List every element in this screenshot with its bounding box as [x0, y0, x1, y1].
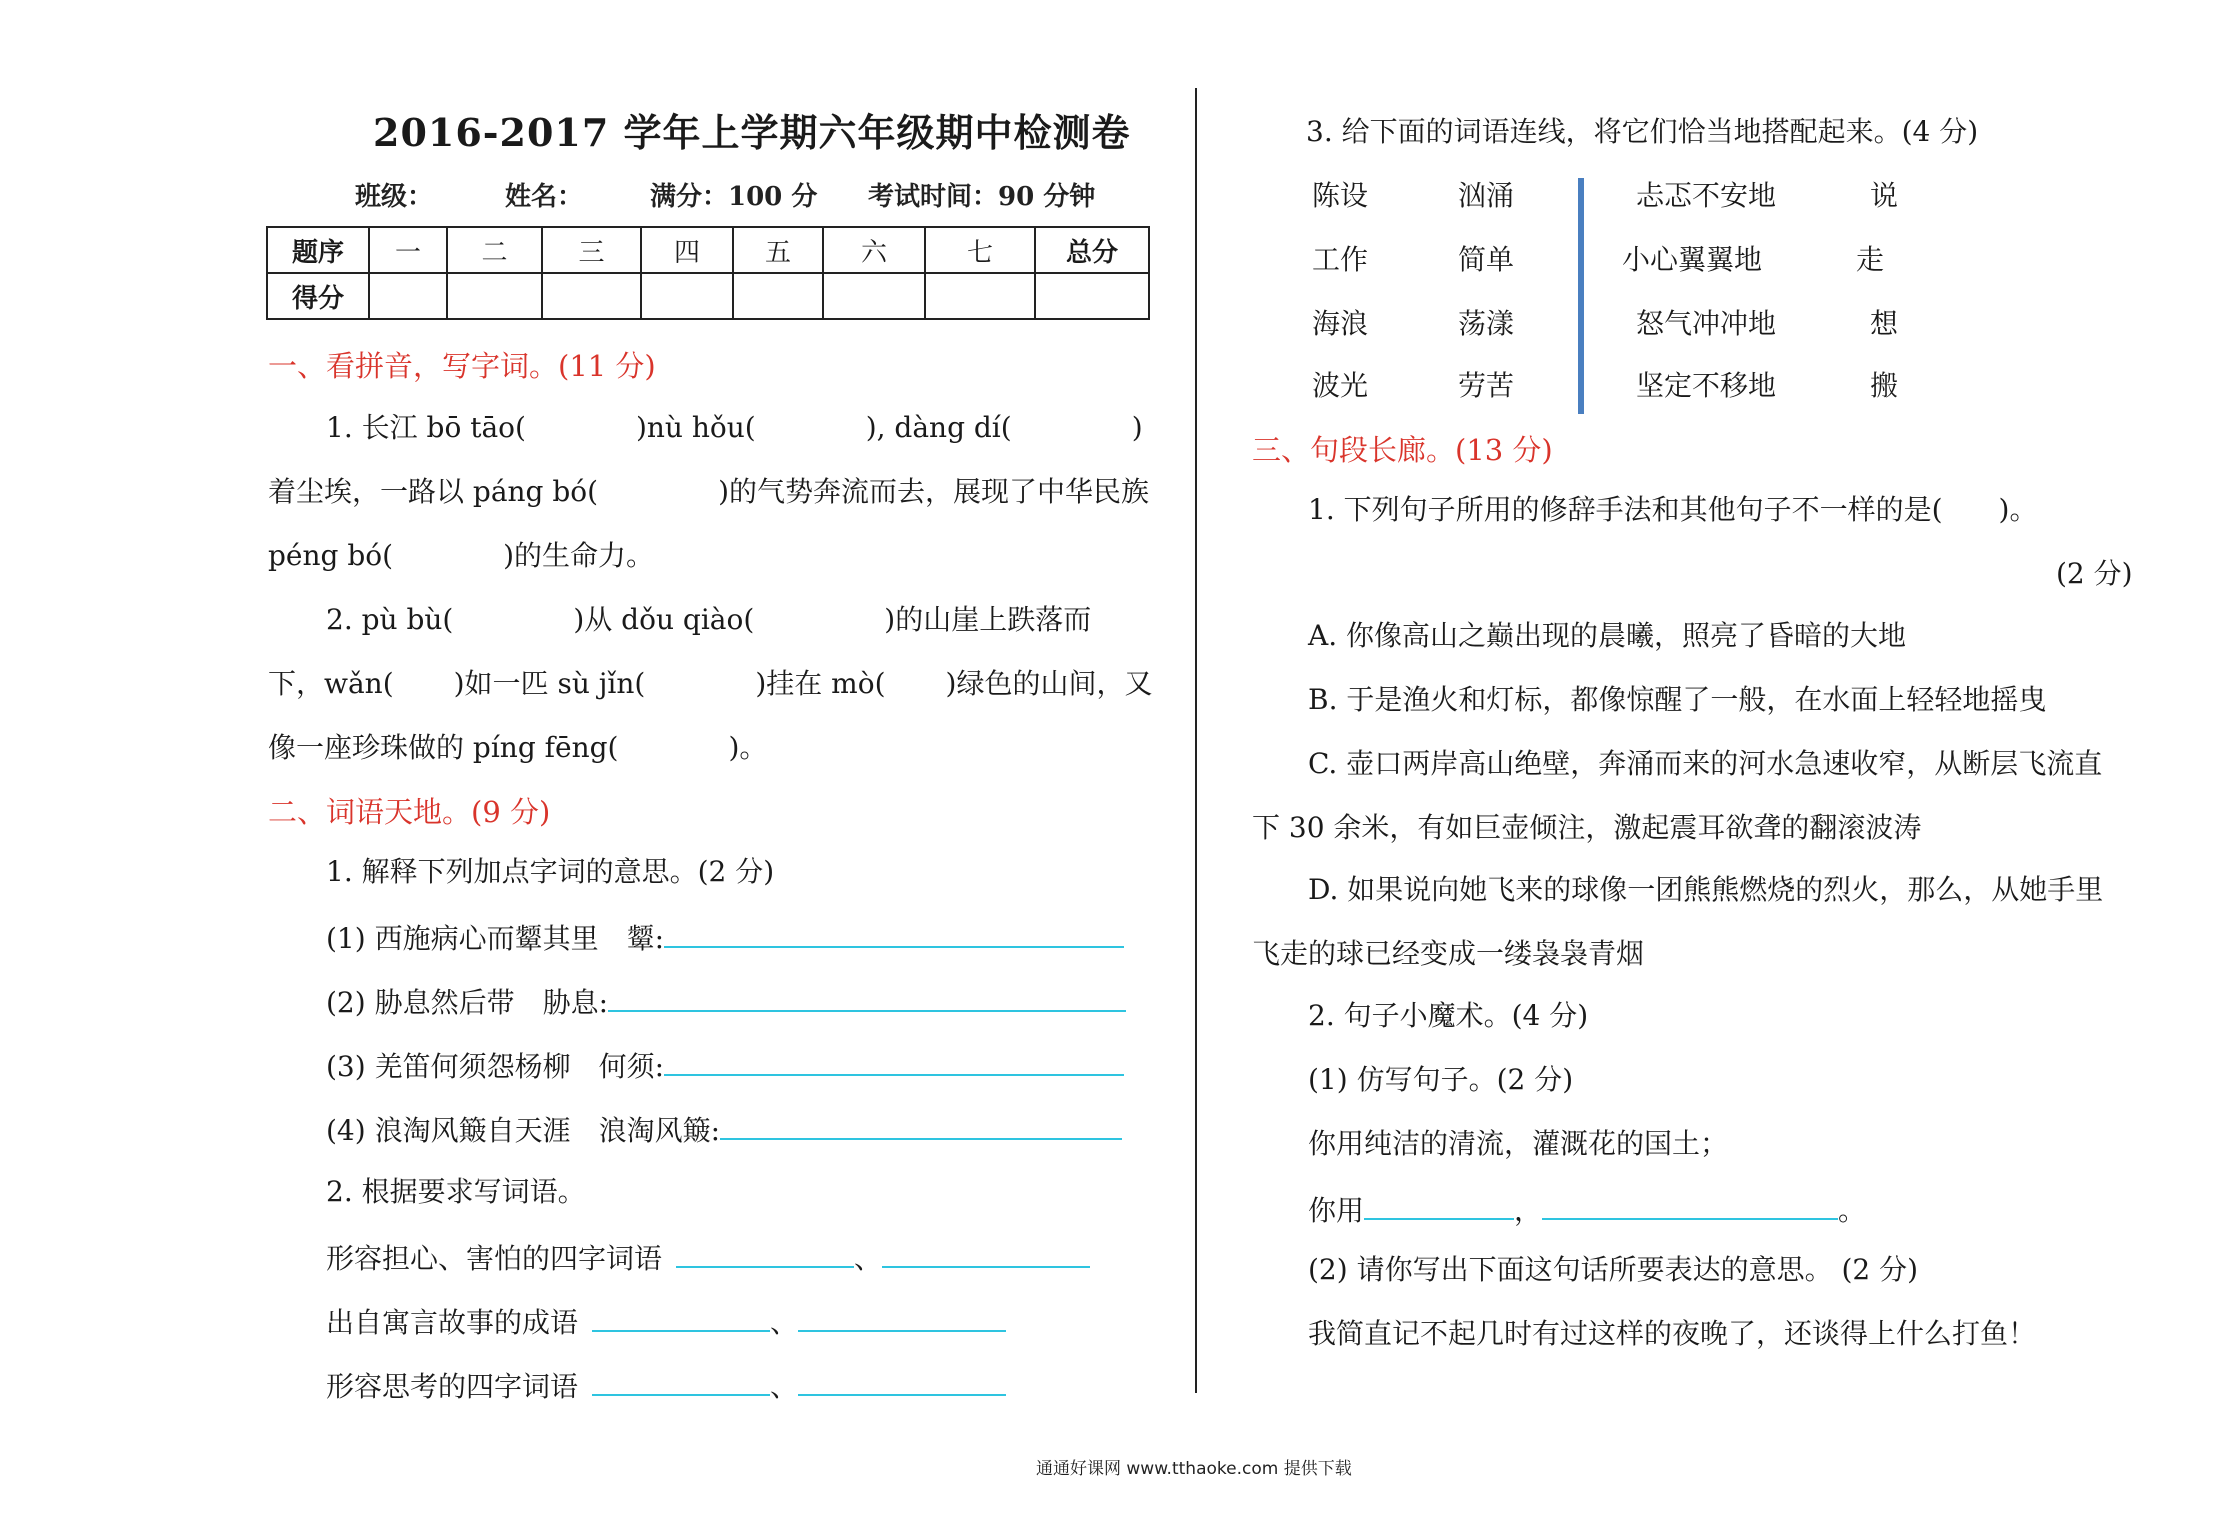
header-cell: 七 — [925, 227, 1035, 273]
s3-option-d-line2: 飞走的球已经变成一缕袅袅青烟 — [1252, 937, 1645, 970]
s2-item-1: (1) 西施病心而颦其里 颦: — [326, 916, 1124, 959]
answer-line[interactable] — [1364, 1188, 1514, 1220]
s2-q1: 1. 解释下列加点字词的意思。(2 分) — [326, 855, 775, 888]
s2-item-2: (2) 胁息然后带 胁息: — [326, 980, 1126, 1023]
s2-q2: 2. 根据要求写词语。 — [326, 1175, 586, 1208]
row-label: 得分 — [267, 273, 369, 319]
s2-req-1: 形容担心、害怕的四字词语 、 — [326, 1236, 1090, 1279]
match-left1-3: 波光 — [1312, 369, 1369, 402]
header-cell: 总分 — [1035, 227, 1149, 273]
score-cell — [369, 273, 447, 319]
answer-line[interactable] — [798, 1300, 1006, 1332]
match-left2-3: 劳苦 — [1458, 369, 1515, 402]
answer-line[interactable] — [608, 980, 1126, 1012]
name-label: 姓名： — [505, 182, 584, 212]
header-cell: 二 — [447, 227, 542, 273]
match-left2-0: 汹涌 — [1458, 179, 1515, 212]
s3-q2: 2. 句子小魔术。(4 分) — [1308, 999, 1589, 1032]
score-cell — [447, 273, 542, 319]
full-score: 满分：100 分 — [650, 182, 818, 212]
s1-line2: 着尘埃，一路以 páng bó( )的气势奔流而去，展现了中华民族 — [268, 475, 1150, 508]
header-cell: 三 — [542, 227, 641, 273]
section3-heading: 三、句段长廊。(13 分) — [1252, 433, 1553, 467]
footer-credit: 通通好课网 www.tthaoke.com 提供下载 — [1036, 1459, 1352, 1479]
page-title: 2016-2017 学年上学期六年级期中检测卷 — [373, 110, 1131, 155]
answer-line[interactable] — [592, 1364, 770, 1396]
answer-line[interactable] — [664, 916, 1124, 948]
header-cell: 四 — [641, 227, 733, 273]
match-separator-bar — [1578, 178, 1584, 414]
s3-option-a: A. 你像高山之巅出现的晨曦，照亮了昏暗的大地 — [1308, 619, 1907, 652]
s3-q1: 1. 下列句子所用的修辞手法和其他句子不一样的是( )。 — [1308, 493, 2038, 526]
answer-line[interactable] — [1542, 1188, 1838, 1220]
match-left2-2: 荡漾 — [1458, 307, 1515, 340]
exam-time: 考试时间：90 分钟 — [868, 182, 1096, 212]
s3-option-c-line1: C. 壶口两岸高山绝壁，奔涌而来的河水急速收窄，从断层飞流直 — [1308, 747, 2103, 780]
s1-line3: péng bó( )的生命力。 — [268, 539, 654, 572]
score-cell — [641, 273, 733, 319]
s2-q3-heading: 3. 给下面的词语连线，将它们恰当地搭配起来。(4 分) — [1306, 115, 1979, 148]
s3-option-c-line2: 下 30 余米，有如巨壶倾注，激起震耳欲聋的翻滚波涛 — [1252, 811, 1922, 844]
match-right1-1: 小心翼翼地 — [1622, 243, 1763, 276]
match-right1-3: 坚定不移地 — [1636, 369, 1777, 402]
answer-line[interactable] — [676, 1236, 854, 1268]
s2-item-4: (4) 浪淘风簸自天涯 浪淘风簸: — [326, 1108, 1122, 1151]
match-right1-2: 怒气冲冲地 — [1636, 307, 1777, 340]
s3-q1-score: (2 分) — [2056, 557, 2133, 590]
answer-line[interactable] — [882, 1236, 1090, 1268]
column-divider — [1195, 88, 1197, 1393]
s3-q2a-sentence: 你用纯洁的清流，灌溉花的国土； — [1308, 1127, 1729, 1160]
s1-line1: 1. 长江 bō tāo( )nù hǒu( ), dàng dí( ) — [326, 411, 1143, 444]
score-table-header-row — [267, 227, 1149, 273]
s1-line4: 2. pù bù( )从 dǒu qiào( )的山崖上跌落而 — [326, 603, 1092, 636]
s3-q2a: (1) 仿写句子。(2 分) — [1308, 1063, 1574, 1096]
score-cell — [733, 273, 823, 319]
match-right2-2: 想 — [1870, 307, 1899, 340]
answer-line[interactable] — [664, 1044, 1124, 1076]
header-cell: 一 — [369, 227, 447, 273]
answer-line[interactable] — [798, 1364, 1006, 1396]
match-left1-0: 陈设 — [1312, 179, 1369, 212]
header-cell: 六 — [823, 227, 925, 273]
section1-heading: 一、看拼音，写字词。(11 分) — [268, 349, 656, 383]
s3-option-b: B. 于是渔火和灯标，都像惊醒了一般，在水面上轻轻地摇曳 — [1308, 683, 2047, 716]
s3-q2b: (2) 请你写出下面这句话所要表达的意思。 (2 分) — [1308, 1253, 1919, 1286]
match-right2-0: 说 — [1870, 179, 1899, 212]
match-left2-1: 简单 — [1458, 243, 1515, 276]
score-cell — [925, 273, 1035, 319]
score-cell — [823, 273, 925, 319]
score-table — [266, 226, 1150, 320]
score-table-score-row — [267, 273, 1149, 319]
s3-q2b-sentence: 我简直记不起几时有过这样的夜晚了，还谈得上什么打鱼！ — [1308, 1317, 2037, 1350]
answer-line[interactable] — [720, 1108, 1122, 1140]
score-cell — [1035, 273, 1149, 319]
header-cell: 五 — [733, 227, 823, 273]
match-left1-1: 工作 — [1312, 243, 1369, 276]
s2-item-3: (3) 羌笛何须怨杨柳 何须: — [326, 1044, 1124, 1087]
match-right1-0: 忐忑不安地 — [1636, 179, 1777, 212]
class-label: 班级： — [355, 182, 434, 212]
s1-line5: 下，wǎn( )如一匹 sù jǐn( )挂在 mò( )绿色的山间，又 — [268, 667, 1153, 700]
match-left1-2: 海浪 — [1312, 307, 1369, 340]
answer-line[interactable] — [592, 1300, 770, 1332]
s1-line6: 像一座珍珠做的 píng fēng( )。 — [268, 731, 768, 764]
header-cell: 题序 — [267, 227, 369, 273]
score-cell — [542, 273, 641, 319]
match-right2-3: 搬 — [1870, 369, 1899, 402]
match-right2-1: 走 — [1856, 243, 1885, 276]
s2-req-2: 出自寓言故事的成语 、 — [326, 1300, 1006, 1343]
s3-q2a-fill: 你用 ， 。 — [1308, 1188, 1866, 1231]
s2-req-3: 形容思考的四字词语 、 — [326, 1364, 1006, 1407]
s3-option-d-line1: D. 如果说向她飞来的球像一团熊熊燃烧的烈火，那么，从她手里 — [1308, 873, 2104, 906]
section2-heading: 二、词语天地。(9 分) — [268, 795, 551, 829]
